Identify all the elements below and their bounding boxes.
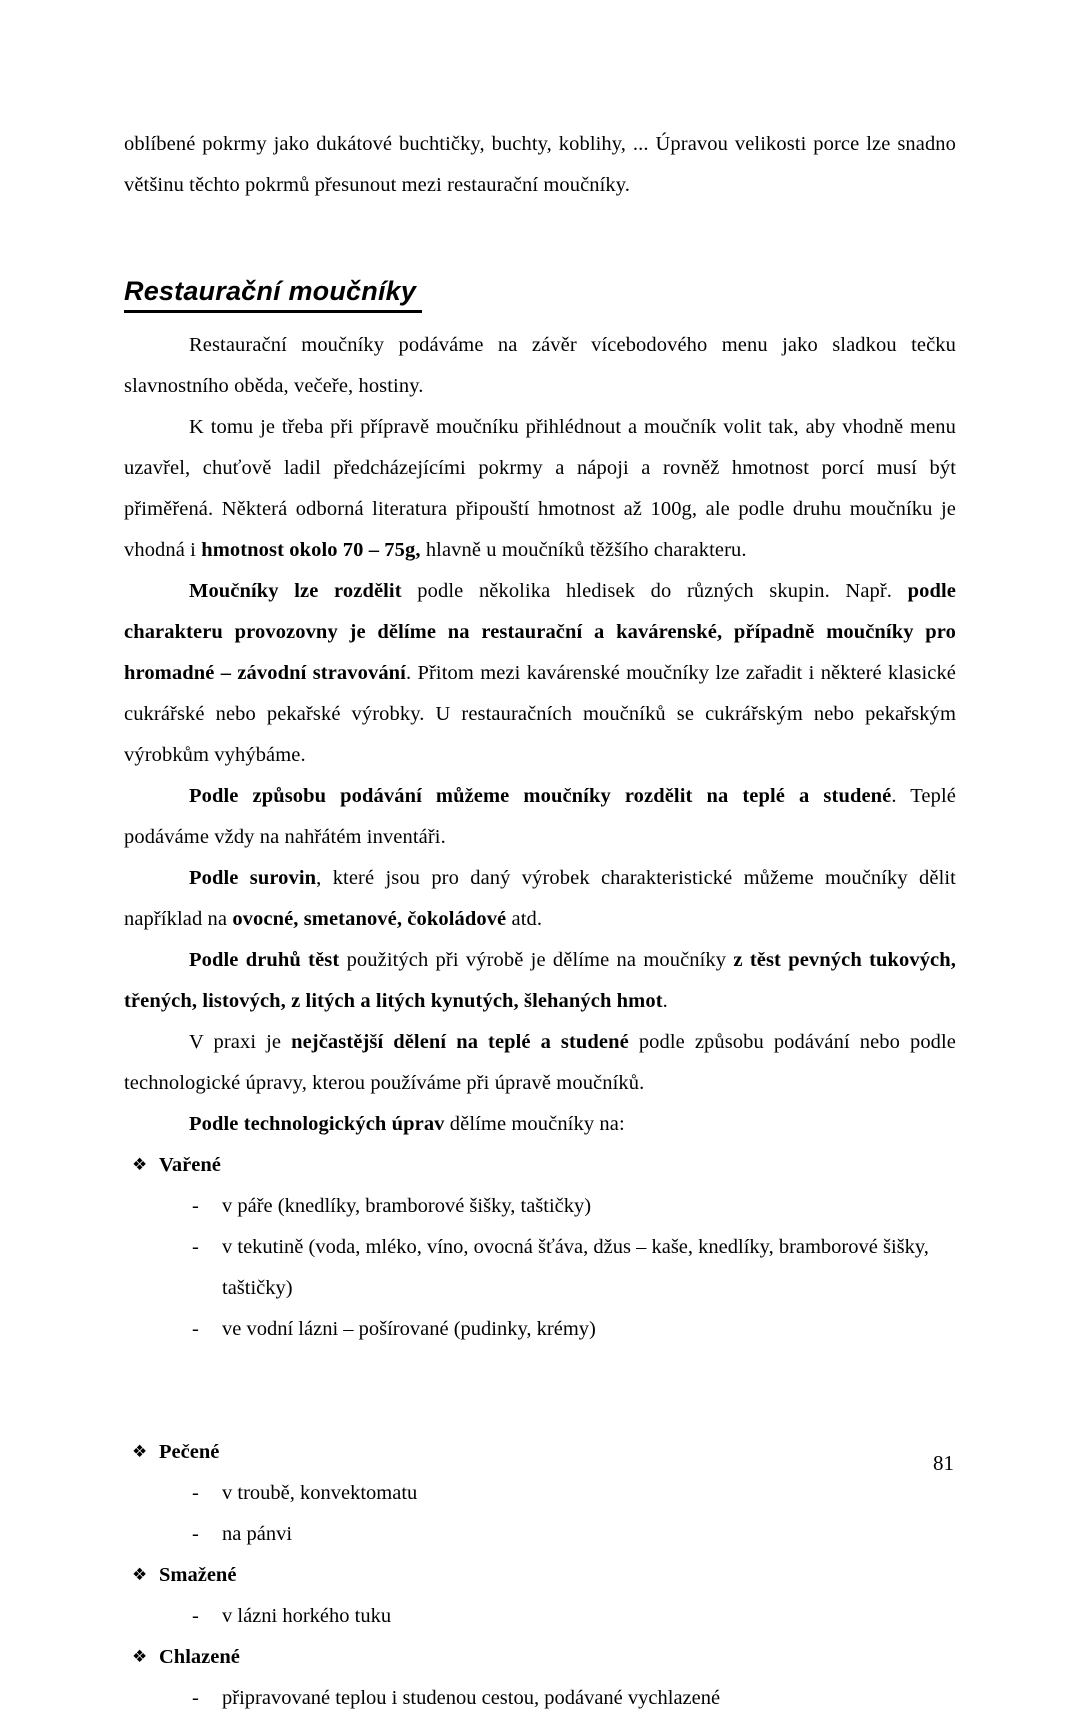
body-text: hlavně u moučníků těžšího charakteru. — [420, 539, 747, 561]
diamond-bullet-icon: ❖ — [132, 1442, 148, 1462]
category-heading — [124, 1432, 956, 1473]
intro-paragraph: oblíbené pokrmy jako dukátové buchtičky, buchty, koblihy, ... Úpravou velikosti porce lze snadno většinu těchto pokrmů přesunout mezi restaurační moučníky. — [124, 133, 956, 196]
paragraph-p3 — [124, 571, 956, 776]
paragraph-list — [124, 325, 956, 1145]
list-item — [124, 1678, 956, 1719]
list-item — [124, 1309, 956, 1350]
list-item-label: v lázni horkého tuku — [222, 1605, 392, 1627]
list-item-label: v páře (knedlíky, bramborové šišky, taštičky) — [222, 1195, 592, 1217]
diamond-bullet-icon: ❖ — [132, 1647, 148, 1667]
list-item-label: ve vodní lázni – pošírované (pudinky, krémy) — [222, 1318, 596, 1340]
list-item-label: připravované teplou i studenou cestou, podávané vychlazené — [222, 1687, 721, 1709]
diamond-bullet-icon: ❖ — [132, 1565, 148, 1585]
paragraph-p6 — [124, 940, 956, 1022]
emphasis-text: nejčastější dělení na teplé a studené — [291, 1031, 629, 1053]
page-content — [124, 124, 956, 1719]
dash-bullet-icon: - — [192, 1195, 199, 1217]
section-heading-wrapper — [124, 274, 956, 313]
dash-bullet-icon: - — [192, 1523, 199, 1545]
page-number: 81 — [933, 1451, 954, 1475]
emphasis-text: Podle surovin — [189, 867, 317, 889]
body-text: . Přitom mezi kavárenské moučníky lze zařadit i některé klasické cukrářské nebo pekařské výrobky. U restauračních moučníků se cukrářským nebo pekařským výrobkům vyhýbáme. — [124, 662, 956, 766]
list-item-label: na pánvi — [222, 1523, 293, 1545]
list-item — [124, 1186, 956, 1227]
list-item — [124, 1227, 956, 1309]
emphasis-text: z těst pevných tukových, třených, listových, z litých a litých kynutých, šlehaných hmot — [124, 949, 956, 1012]
page-title: Restaurační moučníky — [124, 274, 422, 313]
category-label: Vařené — [159, 1154, 221, 1176]
list-item — [124, 1596, 956, 1637]
body-text: podle způsobu podávání nebo podle technologické úpravy, kterou používáme při úpravě moučníků. — [124, 1031, 957, 1094]
dash-bullet-icon: - — [192, 1318, 199, 1340]
body-text: použitých při výrobě je dělíme na moučníky — [339, 949, 734, 971]
emphasis-text: Podle technologických úprav — [189, 1113, 445, 1135]
emphasis-text: ovocné, smetanové, čokoládové — [232, 908, 507, 930]
dash-bullet-icon: - — [192, 1236, 199, 1258]
paragraph-p1 — [124, 325, 956, 407]
category-heading — [124, 1145, 956, 1186]
emphasis-text: Moučníky lze rozdělit — [189, 580, 402, 602]
dash-bullet-icon: - — [192, 1482, 199, 1504]
body-text: K tomu je třeba při přípravě moučníku přihlédnout a moučník volit tak, aby vhodně menu uzavřel, chuťově ladil předcházejícími pokrmy a nápoji a rovněž hmotnost porcí musí být přiměřená. Některá odborná literatura připouští hmotnost až 100g, ale podle druhu moučníku je vhodná i — [124, 416, 956, 561]
body-text: , které jsou pro daný výrobek charakteristické můžeme moučníky dělit například na — [124, 867, 956, 930]
category-heading — [124, 1637, 956, 1678]
body-text: podle několika hledisek do různých skupin. Např. — [401, 580, 908, 602]
paragraph-p4 — [124, 776, 956, 858]
body-text: . Teplé podáváme vždy na nahřátém inventáři. — [124, 785, 956, 848]
category-list — [124, 1145, 956, 1719]
paragraph-p5 — [124, 858, 956, 940]
paragraph-p8 — [124, 1104, 956, 1145]
emphasis-text: Podle způsobu podávání můžeme moučníky rozdělit na teplé a studené — [189, 785, 892, 807]
diamond-bullet-icon: ❖ — [132, 1155, 148, 1175]
body-text: . — [662, 990, 668, 1012]
category-label: Smažené — [159, 1564, 237, 1586]
emphasis-text: hmotnost okolo 70 – 75g, — [201, 539, 421, 561]
paragraph-p2 — [124, 407, 956, 571]
dash-bullet-icon: - — [192, 1605, 199, 1627]
category-label: Pečené — [159, 1441, 220, 1463]
paragraph-p7 — [124, 1022, 956, 1104]
body-text: atd. — [506, 908, 543, 930]
body-text: dělíme moučníky na: — [444, 1113, 625, 1135]
body-text: Restaurační moučníky podáváme na závěr vícebodového menu jako sladkou tečku slavnostního oběda, večeře, hostiny. — [124, 334, 956, 397]
list-item — [124, 1473, 956, 1514]
emphasis-text: podle charakteru provozovny je dělíme na restaurační a kavárenské, případně moučníky pro hromadné – závodní stravování — [124, 580, 956, 684]
list-item-label: v tekutině (voda, mléko, víno, ovocná šťáva, džus – kaše, knedlíky, bramborové šišky, taštičky) — [222, 1236, 929, 1299]
list-spacer — [124, 1350, 956, 1432]
category-heading — [124, 1555, 956, 1596]
list-item — [124, 1514, 956, 1555]
category-label: Chlazené — [159, 1646, 240, 1668]
list-item-label: v troubě, konvektomatu — [222, 1482, 418, 1504]
emphasis-text: Podle druhů těst — [189, 949, 340, 971]
body-text: V praxi je — [189, 1031, 292, 1053]
dash-bullet-icon: - — [192, 1687, 199, 1709]
